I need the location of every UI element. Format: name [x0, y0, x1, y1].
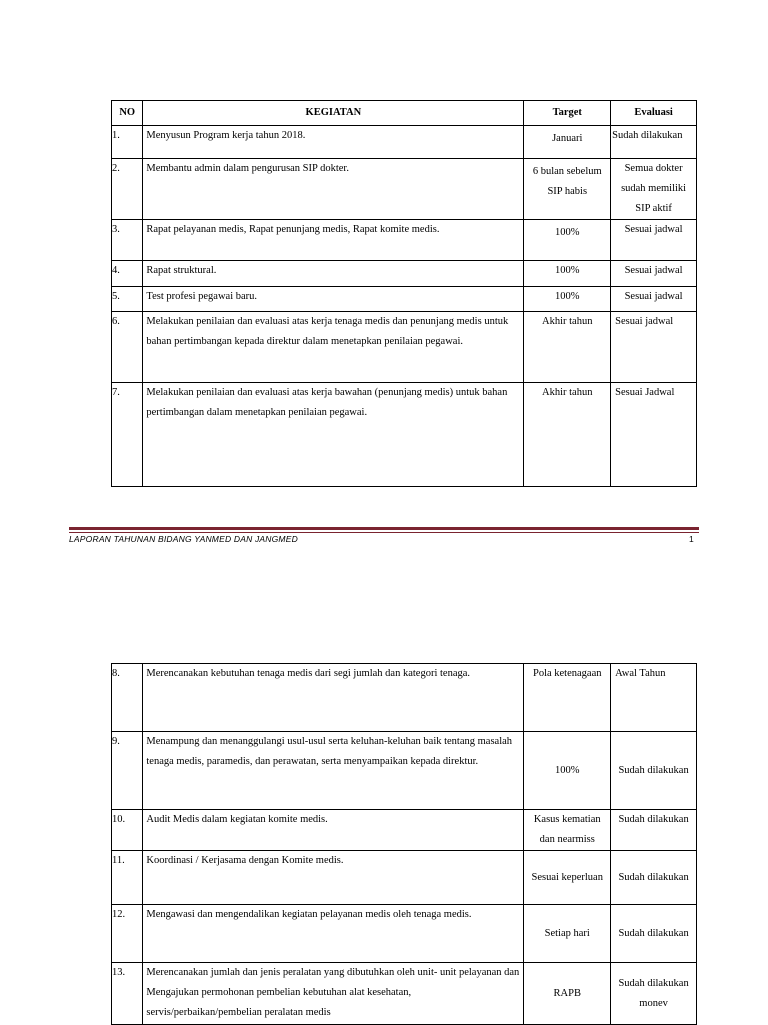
row-kegiatan: Test profesi pegawai baru. [143, 287, 524, 312]
table-row [112, 287, 697, 312]
row-no: 11. [112, 851, 143, 905]
row-evaluasi: Sudah dilakukan [611, 126, 697, 159]
row-target: Akhir tahun [524, 312, 611, 383]
table-row [112, 732, 697, 810]
row-target: Sesuai keperluan [524, 851, 611, 905]
row-kegiatan: Melakukan penilaian dan evaluasi atas kerja tenaga medis dan penunjang medis untuk bahan pertimbangan kepada direktur dalam menetapkan penilaian pegawai. [143, 312, 524, 383]
row-kegiatan: Menampung dan menanggulangi usul-usul serta keluhan-keluhan baik tentang masalah tenaga medis, paramedis, dan perawatan, serta menyampaikan kepada direktur. [143, 732, 524, 810]
row-evaluasi: Sesuai jadwal [611, 312, 697, 383]
row-kegiatan: Melakukan penilaian dan evaluasi atas kerja bawahan (penunjang medis) untuk bahan pertimbangan dalam menetapkan penilaian pegawai. [143, 383, 524, 487]
row-no: 8. [112, 664, 143, 732]
table-row [112, 383, 697, 487]
row-target: 6 bulan sebelum SIP habis [524, 159, 611, 220]
row-evaluasi: Sudah dilakukan monev [611, 963, 697, 1025]
row-kegiatan: Rapat pelayanan medis, Rapat penunjang medis, Rapat komite medis. [143, 220, 524, 261]
row-no: 9. [112, 732, 143, 810]
table-row [112, 126, 697, 159]
table-row [112, 159, 697, 220]
row-no: 12. [112, 905, 143, 963]
row-kegiatan: Menyusun Program kerja tahun 2018. [143, 126, 524, 159]
row-kegiatan: Merencanakan kebutuhan tenaga medis dari segi jumlah dan kategori tenaga. [143, 664, 524, 732]
row-target: 100% [524, 287, 611, 312]
row-no: 7. [112, 383, 143, 487]
row-evaluasi: Awal Tahun [611, 664, 697, 732]
row-target: 100% [524, 220, 611, 261]
row-kegiatan: Merencanakan jumlah dan jenis peralatan yang dibutuhkan oleh unit- unit pelayanan dan Mengajukan permohonan pembelian kebutuhan alat kesehatan, servis/perbaikan/pembelian peralatan medis [143, 963, 524, 1025]
row-no: 5. [112, 287, 143, 312]
row-no: 13. [112, 963, 143, 1025]
activities-table-page-1 [111, 100, 697, 487]
header-target: Target [524, 101, 611, 126]
row-no: 6. [112, 312, 143, 383]
footer-page-number: 1 [689, 534, 694, 544]
activities-table-page-2 [111, 663, 697, 1025]
table-row [112, 261, 697, 287]
row-evaluasi: Sesuai jadwal [611, 287, 697, 312]
row-kegiatan: Rapat struktural. [143, 261, 524, 287]
table-row [112, 851, 697, 905]
row-evaluasi: Semua dokter sudah memiliki SIP aktif [611, 159, 697, 220]
table-row [112, 220, 697, 261]
table-header-row [112, 101, 697, 126]
row-target: Kasus kematian dan nearmiss [524, 810, 611, 851]
footer-rule-thick [69, 527, 699, 530]
row-target: 100% [524, 732, 611, 810]
row-evaluasi: Sesuai Jadwal [611, 383, 697, 487]
row-no: 2. [112, 159, 143, 220]
row-no: 3. [112, 220, 143, 261]
table-row [112, 664, 697, 732]
row-evaluasi: Sudah dilakukan [611, 851, 697, 905]
table-row [112, 810, 697, 851]
row-target: Januari [524, 126, 611, 159]
row-evaluasi: Sudah dilakukan [611, 810, 697, 851]
row-kegiatan: Audit Medis dalam kegiatan komite medis. [143, 810, 524, 851]
footer-rule-thin [69, 532, 699, 533]
row-target: RAPB [524, 963, 611, 1025]
row-no: 1. [112, 126, 143, 159]
table-row [112, 963, 697, 1025]
row-target: Akhir tahun [524, 383, 611, 487]
header-evaluasi: Evaluasi [611, 101, 697, 126]
row-evaluasi: Sesuai jadwal [611, 261, 697, 287]
row-no: 4. [112, 261, 143, 287]
row-kegiatan: Mengawasi dan mengendalikan kegiatan pelayanan medis oleh tenaga medis. [143, 905, 524, 963]
header-kegiatan: KEGIATAN [143, 101, 524, 126]
header-no: NO [112, 101, 143, 126]
table-row [112, 312, 697, 383]
footer-title: LAPORAN TAHUNAN BIDANG YANMED DAN JANGMED [69, 534, 298, 544]
row-evaluasi: Sesuai jadwal [611, 220, 697, 261]
row-evaluasi: Sudah dilakukan [611, 732, 697, 810]
row-evaluasi: Sudah dilakukan [611, 905, 697, 963]
row-kegiatan: Koordinasi / Kerjasama dengan Komite medis. [143, 851, 524, 905]
row-no: 10. [112, 810, 143, 851]
row-target: 100% [524, 261, 611, 287]
row-kegiatan: Membantu admin dalam pengurusan SIP dokter. [143, 159, 524, 220]
table-row [112, 905, 697, 963]
row-target: Setiap hari [524, 905, 611, 963]
row-target: Pola ketenagaan [524, 664, 611, 732]
